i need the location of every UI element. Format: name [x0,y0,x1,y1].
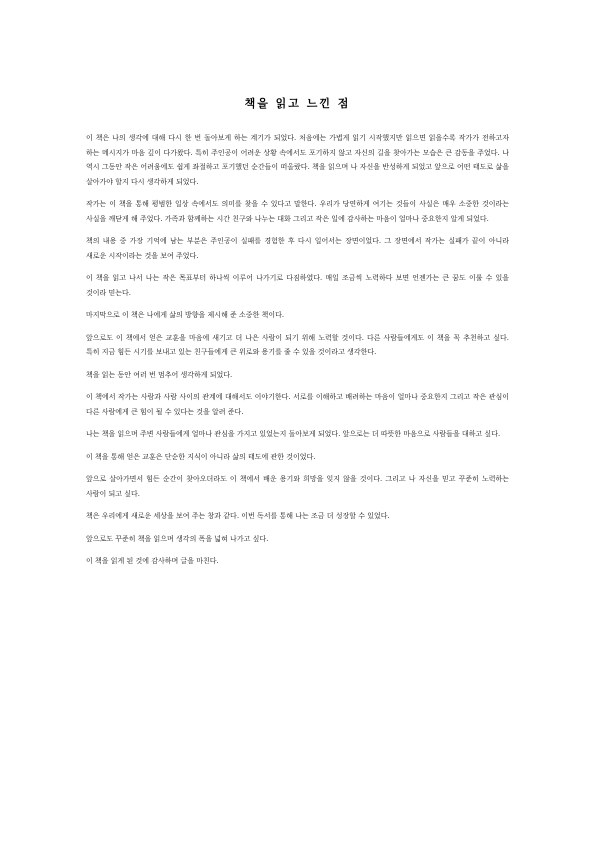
paragraph: 앞으로도 이 책에서 얻은 교훈을 마음에 새기고 더 나은 사람이 되기 위해 노력할 것이다. 다른 사람들에게도 이 책을 꼭 추천하고 싶다. 특히 지금 힘든 시기를 보내고 있는 친구들에게 큰 위로와 용기를 줄 수 있을 것이라고 생각한다. [86,333,509,356]
paragraph: 이 책을 읽고 나서 나는 작은 목표부터 하나씩 이루어 나가기로 다짐하였다. 매일 조금씩 노력하다 보면 언젠가는 큰 꿈도 이룰 수 있을 것이라 믿는다. [86,274,509,297]
paragraph: 이 책은 나의 생각에 대해 다시 한 번 돌아보게 하는 계기가 되었다. 처음에는 가볍게 읽기 시작했지만 읽으면 읽을수록 작가가 전하고자 하는 메시지가 마음 깊이 다가왔다. 특히 주인공이 어려운 상황 속에서도 포기하지 않고 자신의 길을 찾아가는 모습은 큰 감동을 주었다. 나 역시 그동안 작은 어려움에도 쉽게 좌절하고 포기했던 순간들이 떠올랐다. 책을 읽으며 나 자신을 반성하게 되었고 앞으로 어떤 태도로 삶을 살아가야 할지 다시 생각하게 되었다. [86,134,509,186]
paragraph: 앞으로도 꾸준히 책을 읽으며 생각의 폭을 넓혀 나가고 싶다. [86,534,269,543]
paragraph: 나는 책을 읽으며 주변 사람들에게 얼마나 관심을 가지고 있었는지 돌아보게 되었다. 앞으로는 더 따뜻한 마음으로 사람들을 대하고 싶다. [86,430,501,438]
paragraph: 작가는 이 책을 통해 평범한 일상 속에서도 의미를 찾을 수 있다고 말한다. 우리가 당연하게 여기는 것들이 사실은 매우 소중한 것이라는 사실을 깨닫게 해 주었다. 가족과 함께하는 시간 친구와 나누는 대화 그리고 작은 일에 감사하는 마음이 얼마나 중요한지 알게 되었다. [86,200,509,223]
document-body [86,131,509,569]
paragraph: 이 책에서 작가는 사람과 사람 사이의 관계에 대해서도 이야기한다. 서로를 이해하고 배려하는 마음이 얼마나 중요한지 그리고 작은 관심이 다른 사람에게 큰 힘이 될 수 있다는 것을 알려 준다. [86,393,509,416]
paragraph: 앞으로 살아가면서 힘든 순간이 찾아오더라도 이 책에서 배운 용기와 희망을 잊지 않을 것이다. 그리고 나 자신을 믿고 꾸준히 노력하는 사람이 되고 싶다. [86,475,509,498]
paragraph: 책을 읽는 동안 여러 번 멈추어 생각하게 되었다. [86,370,233,379]
paragraph: 책은 우리에게 새로운 세상을 보여 주는 창과 같다. 이번 독서를 통해 나는 조금 더 성장할 수 있었다. [86,512,390,520]
document-title: 책을 읽고 느낀 점 [244,97,351,110]
paragraph: 마지막으로 이 책은 나에게 삶의 방향을 제시해 준 소중한 책이다. [86,311,285,319]
paragraph: 책의 내용 중 가장 기억에 남는 부분은 주인공이 실패를 경험한 후 다시 일어서는 장면이었다. 그 장면에서 작가는 실패가 끝이 아니라 새로운 시작이라는 것을 보여 주었다. [86,237,509,260]
paragraph: 이 책을 읽게 된 것에 감사하며 글을 마친다. [86,557,219,565]
paragraph: 이 책을 통해 얻은 교훈은 단순한 지식이 아니라 삶의 태도에 관한 것이었다. [86,452,316,461]
